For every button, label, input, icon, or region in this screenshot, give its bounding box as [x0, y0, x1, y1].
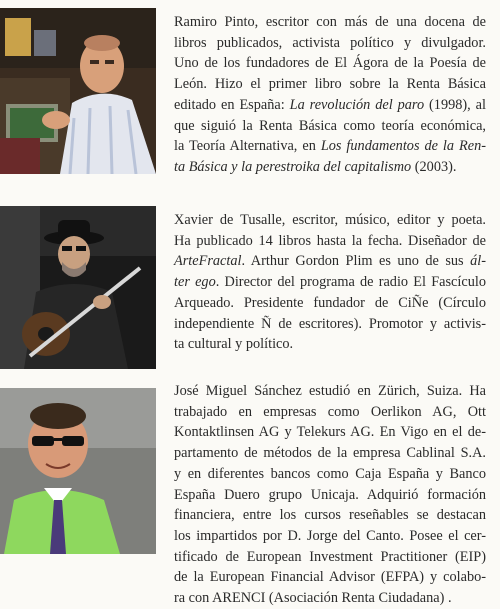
bio-line [174, 334, 486, 355]
bio-line [174, 272, 486, 293]
bio-text-fragment: ta Básica y la perestroika del capitalismo [174, 158, 412, 175]
bio-text-fragment: que siguió la Renta Básica como teoría económica, [174, 117, 486, 134]
bio-text-fragment: José Miguel Sánchez estudió en Zürich, Suiza. Ha [174, 383, 486, 399]
bio-text [174, 381, 486, 609]
photo-jose-miguel-sanchez [0, 388, 156, 554]
bio-text-fragment: ál- [470, 253, 486, 270]
bio-text-fragment: editado en España: [174, 96, 290, 113]
bio-text-fragment: ra con ARENCI (Asociación Renta Ciudadana) . [174, 590, 452, 607]
bio-text-fragment: Uno de los fundadores de El Ágora de la Poesía de [174, 55, 486, 72]
bio-line [174, 526, 486, 547]
bio-line [174, 485, 486, 506]
bio-line [174, 95, 486, 116]
bio-text-fragment: y en diferentes bancos como Caja España y Banco [174, 465, 486, 482]
bio-text-fragment: independiente Ñ de escritores). Promotor y activis- [174, 315, 486, 332]
bio-text-fragment: tificado de European Investment Practitioner (EIP) [174, 548, 486, 565]
bio-text-fragment: libros publicados, activista político y divulgador. [174, 34, 486, 51]
bio-text-fragment: (1998), al [424, 96, 486, 113]
photo-ramiro-pinto [0, 8, 156, 174]
bio-text-fragment: (2003). [411, 158, 457, 175]
bio-line [174, 74, 486, 95]
bio-line [174, 53, 486, 74]
bio-text-fragment: trabajado en empresas como Oerlikon AG, Ott [174, 403, 486, 420]
bio-line [174, 422, 486, 443]
photo-xavier-de-tusalle [0, 206, 156, 369]
bio-line [174, 567, 486, 588]
bio-line [174, 251, 486, 272]
bio-text-fragment: Ha publicado 14 libros hasta la fecha. Diseñador de [174, 232, 486, 249]
bio-line [174, 157, 486, 178]
bio-line [174, 588, 486, 609]
bio-line [174, 33, 486, 54]
bio-text-fragment: España Duero grupo Unicaja. Adquirió formación [174, 486, 486, 503]
bio-text-fragment: de la European Financial Advisor (EFPA) y colabo- [174, 569, 486, 586]
bio-text-fragment: la Teoría Alternativa, en [174, 138, 321, 155]
bio-text-fragment: ta cultural y político. [174, 336, 294, 353]
bio-line [174, 547, 486, 568]
bio-line [174, 464, 486, 485]
bio-text-fragment: . Arthur Gordon Plim es uno de sus [241, 253, 471, 270]
bio-line [174, 210, 486, 231]
bio-text-fragment: Arqueado. Presidente fundador de CiÑe (Círculo [174, 294, 486, 311]
bio-text-fragment: León. Hizo el primer libro sobre la Renta Básica [174, 76, 486, 93]
bio-text-fragment: Xavier de Tusalle, escritor, músico, editor y poeta. [174, 212, 486, 228]
bio-line [174, 443, 486, 464]
bio-line [174, 12, 486, 33]
bio-line [174, 293, 486, 314]
bio-line [174, 231, 486, 252]
bio-text-fragment: ter ego [174, 274, 216, 291]
bio-text-fragment: Ramiro Pinto, escritor con más de una docena de [174, 14, 486, 30]
bio-text-fragment: partamento de métodos de la empresa Cablinal S.A. [174, 445, 486, 462]
bio-line [174, 505, 486, 526]
bio-line [174, 402, 486, 423]
bio-text [174, 12, 486, 178]
bio-line [174, 116, 486, 137]
bio-text-fragment: los impartidos por D. Jorge del Canto. Posee el cer- [174, 527, 486, 544]
bio-text-fragment: La revolución del paro [289, 96, 425, 113]
bio-text-fragment: financiera, entre los cursos reseñables se destacan [174, 507, 486, 524]
bio-line [174, 381, 486, 402]
bio-line [174, 314, 486, 335]
bio-text-fragment: Los fundamentos de la Ren- [320, 138, 486, 155]
bio-line [174, 136, 486, 157]
bio-text [174, 210, 486, 355]
bio-text-fragment: Kontaktlinsen AG y Telekurs AG. En Vigo en el de- [174, 424, 486, 441]
bio-text-fragment: ArteFractal [174, 253, 242, 270]
bio-text-fragment: . Director del programa de radio El Fascículo [215, 274, 486, 291]
